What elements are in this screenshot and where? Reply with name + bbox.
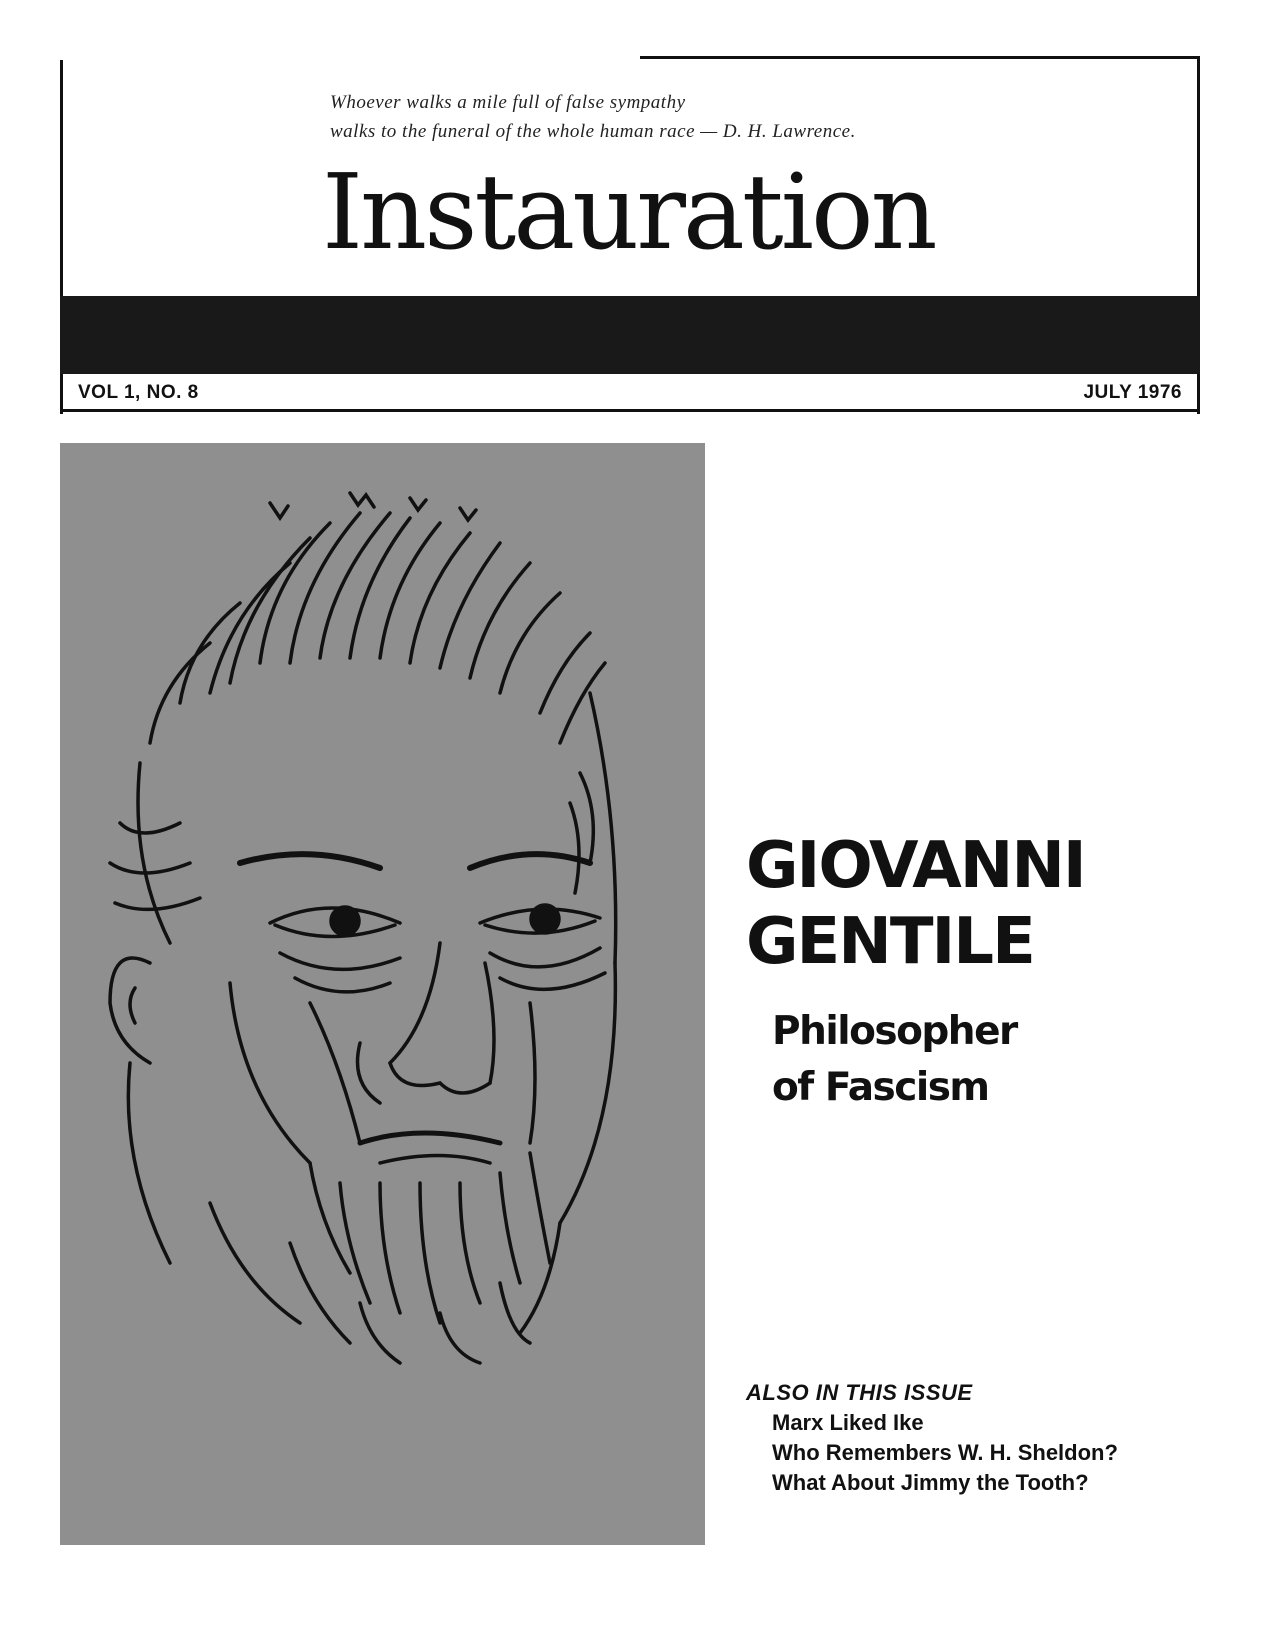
magazine-title: Instauration [322, 151, 935, 273]
epigraph-line-1: Whoever walks a mile full of false sympathy [330, 92, 686, 113]
epigraph-line-2: walks to the funeral of the whole human race — D. H. Lawrence. [330, 121, 856, 142]
issue-date: JULY 1976 [1083, 382, 1182, 403]
also-in-issue-list [746, 1408, 1118, 1498]
subhead-line-1: Philosopher [772, 1009, 1017, 1054]
epigraph-quote [330, 88, 856, 146]
portrait-illustration [60, 443, 705, 1545]
masthead [60, 56, 1200, 414]
masthead-black-band [60, 296, 1200, 374]
volume-number: VOL 1, NO. 8 [78, 382, 199, 403]
portrait-drawing [60, 443, 705, 1545]
also-in-this-issue [746, 1378, 1118, 1498]
headline-line-1: GIOVANNI [746, 829, 1085, 903]
cover-headline [746, 828, 1085, 980]
list-item: What About Jimmy the Tooth? [772, 1470, 1089, 1495]
also-in-issue-title: ALSO IN THIS ISSUE [746, 1380, 973, 1405]
headline-line-2: GENTILE [746, 905, 1034, 979]
cover-subhead [772, 1004, 1017, 1116]
list-item: Who Remembers W. H. Sheldon? [772, 1440, 1118, 1465]
subhead-line-2: of Fascism [772, 1065, 989, 1110]
masthead-top-rule [640, 56, 1200, 59]
issue-info-bar [60, 374, 1200, 412]
list-item: Marx Liked Ike [772, 1410, 924, 1435]
